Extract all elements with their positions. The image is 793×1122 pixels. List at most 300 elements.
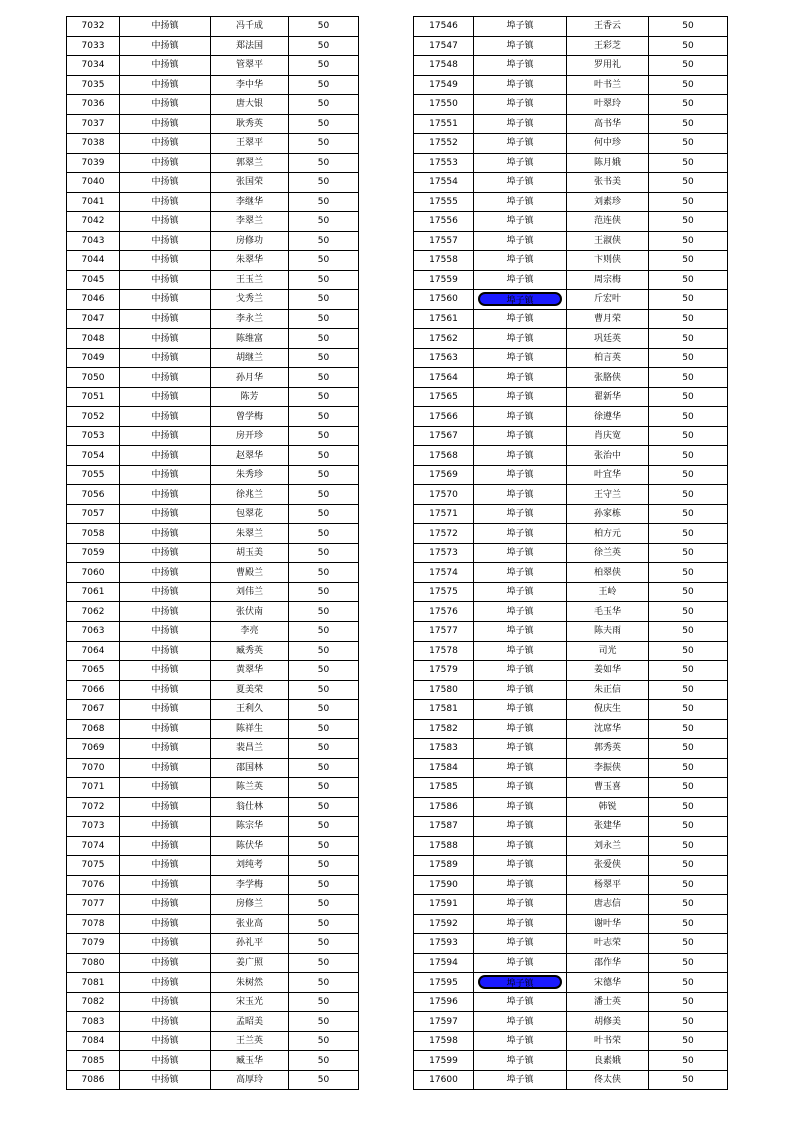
table-row <box>67 817 359 837</box>
cell-town: 埠子镇 <box>474 114 567 134</box>
cell-town: 埠子镇 <box>474 680 567 700</box>
cell-town: 中扬镇 <box>120 173 211 193</box>
cell-town: 埠子镇 <box>474 387 567 407</box>
cell-name: 朱翠兰 <box>211 524 289 544</box>
cell-town: 中扬镇 <box>120 1031 211 1051</box>
table-row <box>414 934 728 954</box>
cell-name: 王兰英 <box>211 1031 289 1051</box>
table-row <box>414 758 728 778</box>
cell-amount: 50 <box>649 778 728 798</box>
cell-town: 中扬镇 <box>120 856 211 876</box>
table-row <box>67 641 359 661</box>
cell-name: 黄翠华 <box>211 661 289 681</box>
table-row <box>414 134 728 154</box>
cell-id: 7065 <box>67 661 120 681</box>
cell-amount: 50 <box>289 817 359 837</box>
cell-id: 17598 <box>414 1031 474 1051</box>
cell-name: 刘永兰 <box>567 836 649 856</box>
cell-amount: 50 <box>289 875 359 895</box>
cell-name: 刘素珍 <box>567 192 649 212</box>
cell-amount: 50 <box>649 309 728 329</box>
cell-id: 7083 <box>67 1012 120 1032</box>
cell-id: 7032 <box>67 17 120 37</box>
cell-name: 王岭 <box>567 582 649 602</box>
highlighted-town-cell: 埠子镇 <box>478 292 562 306</box>
cell-name: 陈月娥 <box>567 153 649 173</box>
cell-id: 17552 <box>414 134 474 154</box>
table-row <box>67 661 359 681</box>
cell-name: 房修功 <box>211 231 289 251</box>
cell-id: 17556 <box>414 212 474 232</box>
cell-id: 17580 <box>414 680 474 700</box>
cell-town: 埠子镇 <box>474 368 567 388</box>
table-row <box>414 407 728 427</box>
table-row <box>414 602 728 622</box>
cell-name: 叶书兰 <box>567 75 649 95</box>
cell-name: 沈席华 <box>567 719 649 739</box>
table-row <box>67 680 359 700</box>
cell-amount: 50 <box>649 582 728 602</box>
cell-town: 埠子镇 <box>474 407 567 427</box>
cell-id: 17587 <box>414 817 474 837</box>
cell-town: 中扬镇 <box>120 17 211 37</box>
cell-town: 埠子镇 <box>474 446 567 466</box>
cell-id: 17549 <box>414 75 474 95</box>
cell-name: 倪庆生 <box>567 700 649 720</box>
cell-town: 中扬镇 <box>120 153 211 173</box>
cell-town: 埠子镇 <box>474 270 567 290</box>
cell-name: 叶志荣 <box>567 934 649 954</box>
cell-amount: 50 <box>649 602 728 622</box>
table-row <box>67 426 359 446</box>
table-row <box>67 17 359 37</box>
cell-town: 埠子镇 <box>474 134 567 154</box>
table-row <box>414 95 728 115</box>
cell-id: 7034 <box>67 56 120 76</box>
cell-name: 张爱侠 <box>567 856 649 876</box>
table-row <box>414 641 728 661</box>
table-row <box>414 875 728 895</box>
cell-amount: 50 <box>289 856 359 876</box>
cell-town: 中扬镇 <box>120 719 211 739</box>
cell-town: 中扬镇 <box>120 524 211 544</box>
cell-town: 中扬镇 <box>120 563 211 583</box>
table-row <box>414 368 728 388</box>
table-row <box>414 836 728 856</box>
table-row <box>67 778 359 798</box>
cell-amount: 50 <box>289 661 359 681</box>
cell-town: 埠子镇 <box>474 231 567 251</box>
cell-id: 17589 <box>414 856 474 876</box>
table-row <box>414 895 728 915</box>
cell-name: 宋德华 <box>567 973 649 993</box>
cell-town: 埠子镇 <box>474 719 567 739</box>
cell-amount: 50 <box>289 75 359 95</box>
cell-id: 7035 <box>67 75 120 95</box>
cell-id: 17559 <box>414 270 474 290</box>
cell-id: 7067 <box>67 700 120 720</box>
table-row <box>414 621 728 641</box>
cell-town: 埠子镇 <box>474 95 567 115</box>
cell-name: 张业高 <box>211 914 289 934</box>
table-row <box>67 1031 359 1051</box>
cell-town: 埠子镇 <box>474 992 567 1012</box>
cell-id: 7056 <box>67 485 120 505</box>
cell-town: 中扬镇 <box>120 973 211 993</box>
cell-name: 佟太侠 <box>567 1070 649 1090</box>
cell-town: 中扬镇 <box>120 134 211 154</box>
table-row <box>67 739 359 759</box>
cell-town: 埠子镇 <box>474 17 567 37</box>
cell-name: 卞则侠 <box>567 251 649 271</box>
table-row <box>414 36 728 56</box>
cell-name: 朱秀珍 <box>211 465 289 485</box>
cell-amount: 50 <box>289 1012 359 1032</box>
cell-amount: 50 <box>649 231 728 251</box>
cell-amount: 50 <box>289 836 359 856</box>
table-row <box>414 75 728 95</box>
table-row <box>414 329 728 349</box>
table-row <box>414 524 728 544</box>
cell-name: 柏言英 <box>567 348 649 368</box>
cell-town: 中扬镇 <box>120 231 211 251</box>
cell-id: 17570 <box>414 485 474 505</box>
cell-amount: 50 <box>649 797 728 817</box>
cell-name: 杨翠平 <box>567 875 649 895</box>
cell-name: 陈芳 <box>211 387 289 407</box>
cell-amount: 50 <box>649 485 728 505</box>
cell-name: 冯千成 <box>211 17 289 37</box>
cell-town: 中扬镇 <box>120 95 211 115</box>
cell-id: 7071 <box>67 778 120 798</box>
cell-town: 埠子镇 <box>474 75 567 95</box>
cell-town: 埠子镇 <box>474 953 567 973</box>
table-row <box>67 309 359 329</box>
cell-amount: 50 <box>289 739 359 759</box>
cell-town: 埠子镇 <box>474 173 567 193</box>
cell-name: 陈伏华 <box>211 836 289 856</box>
cell-id: 17553 <box>414 153 474 173</box>
cell-town: 埠子镇 <box>474 582 567 602</box>
cell-amount: 50 <box>289 543 359 563</box>
cell-id: 7052 <box>67 407 120 427</box>
table-row <box>67 543 359 563</box>
cell-amount: 50 <box>649 407 728 427</box>
cell-amount: 50 <box>649 114 728 134</box>
cell-id: 7054 <box>67 446 120 466</box>
cell-name: 曾学梅 <box>211 407 289 427</box>
cell-name: 张治中 <box>567 446 649 466</box>
table-row <box>67 446 359 466</box>
cell-amount: 50 <box>649 817 728 837</box>
cell-amount: 50 <box>289 934 359 954</box>
table-row <box>67 875 359 895</box>
cell-amount: 50 <box>649 992 728 1012</box>
cell-town: 中扬镇 <box>120 953 211 973</box>
cell-amount: 50 <box>649 1031 728 1051</box>
cell-name: 叶书荣 <box>567 1031 649 1051</box>
table-row <box>414 212 728 232</box>
cell-amount: 50 <box>289 914 359 934</box>
cell-town: 埠子镇 <box>474 1070 567 1090</box>
cell-id: 7039 <box>67 153 120 173</box>
cell-name: 胡修美 <box>567 1012 649 1032</box>
cell-name: 王淑侠 <box>567 231 649 251</box>
cell-id: 17591 <box>414 895 474 915</box>
cell-amount: 50 <box>649 192 728 212</box>
cell-id: 17565 <box>414 387 474 407</box>
table-row <box>414 739 728 759</box>
cell-amount: 50 <box>649 75 728 95</box>
table-row <box>67 290 359 310</box>
cell-name: 张建华 <box>567 817 649 837</box>
cell-amount: 50 <box>289 992 359 1012</box>
cell-amount: 50 <box>289 251 359 271</box>
cell-id: 17551 <box>414 114 474 134</box>
cell-name: 郭秀英 <box>567 739 649 759</box>
table-row <box>67 563 359 583</box>
table-row <box>414 856 728 876</box>
cell-name: 王守兰 <box>567 485 649 505</box>
cell-id: 7040 <box>67 173 120 193</box>
table-row <box>67 602 359 622</box>
cell-town: 中扬镇 <box>120 817 211 837</box>
table-row <box>414 992 728 1012</box>
cell-name: 朱翠华 <box>211 251 289 271</box>
cell-amount: 50 <box>289 17 359 37</box>
cell-town <box>474 973 567 993</box>
cell-amount: 50 <box>649 543 728 563</box>
cell-town: 埠子镇 <box>474 895 567 915</box>
cell-amount: 50 <box>649 329 728 349</box>
table-row <box>414 563 728 583</box>
table-row <box>67 582 359 602</box>
cell-town: 中扬镇 <box>120 192 211 212</box>
cell-town: 中扬镇 <box>120 700 211 720</box>
cell-id: 17584 <box>414 758 474 778</box>
table-row <box>414 1031 728 1051</box>
cell-id: 17575 <box>414 582 474 602</box>
left-table-body <box>67 17 359 1090</box>
cell-town: 埠子镇 <box>474 602 567 622</box>
table-row <box>67 1012 359 1032</box>
cell-name: 曹殿兰 <box>211 563 289 583</box>
cell-id: 7057 <box>67 504 120 524</box>
cell-amount: 50 <box>289 465 359 485</box>
cell-id: 7086 <box>67 1070 120 1090</box>
cell-id: 17564 <box>414 368 474 388</box>
cell-town: 中扬镇 <box>120 1070 211 1090</box>
cell-amount: 50 <box>289 621 359 641</box>
table-row <box>67 856 359 876</box>
cell-town: 中扬镇 <box>120 934 211 954</box>
cell-name: 邵国林 <box>211 758 289 778</box>
cell-amount: 50 <box>289 329 359 349</box>
cell-town: 中扬镇 <box>120 543 211 563</box>
right-roster-table <box>413 16 728 1090</box>
cell-town: 中扬镇 <box>120 1051 211 1071</box>
table-row <box>414 1012 728 1032</box>
cell-amount: 50 <box>289 114 359 134</box>
cell-name: 巩廷英 <box>567 329 649 349</box>
cell-id: 7064 <box>67 641 120 661</box>
table-row <box>67 797 359 817</box>
cell-id: 7079 <box>67 934 120 954</box>
cell-amount: 50 <box>289 641 359 661</box>
cell-town: 埠子镇 <box>474 934 567 954</box>
cell-id: 7068 <box>67 719 120 739</box>
cell-town: 中扬镇 <box>120 680 211 700</box>
cell-amount: 50 <box>649 17 728 37</box>
cell-name: 高书华 <box>567 114 649 134</box>
cell-town: 埠子镇 <box>474 1051 567 1071</box>
cell-name: 柏翠侠 <box>567 563 649 583</box>
cell-amount: 50 <box>649 426 728 446</box>
cell-id: 17579 <box>414 661 474 681</box>
table-row <box>414 446 728 466</box>
cell-name: 李永兰 <box>211 309 289 329</box>
table-row <box>414 504 728 524</box>
cell-id: 7045 <box>67 270 120 290</box>
table-row <box>414 661 728 681</box>
cell-town: 中扬镇 <box>120 75 211 95</box>
table-row <box>67 36 359 56</box>
table-row <box>67 934 359 954</box>
cell-id: 17581 <box>414 700 474 720</box>
table-row <box>67 114 359 134</box>
cell-amount: 50 <box>649 641 728 661</box>
cell-amount: 50 <box>289 212 359 232</box>
cell-name: 李中华 <box>211 75 289 95</box>
cell-name: 毛玉华 <box>567 602 649 622</box>
cell-id: 7074 <box>67 836 120 856</box>
cell-id: 17560 <box>414 290 474 310</box>
table-row <box>414 153 728 173</box>
cell-town: 中扬镇 <box>120 387 211 407</box>
table-row <box>414 114 728 134</box>
cell-id: 7044 <box>67 251 120 271</box>
cell-name: 李振侠 <box>567 758 649 778</box>
table-row <box>67 75 359 95</box>
cell-amount: 50 <box>289 387 359 407</box>
table-row <box>67 836 359 856</box>
cell-amount: 50 <box>289 582 359 602</box>
cell-town: 中扬镇 <box>120 368 211 388</box>
cell-amount: 50 <box>649 368 728 388</box>
cell-town: 埠子镇 <box>474 700 567 720</box>
cell-amount: 50 <box>289 95 359 115</box>
cell-id: 7085 <box>67 1051 120 1071</box>
cell-id: 17569 <box>414 465 474 485</box>
cell-id: 7047 <box>67 309 120 329</box>
cell-town: 中扬镇 <box>120 739 211 759</box>
cell-town: 埠子镇 <box>474 56 567 76</box>
table-row <box>67 192 359 212</box>
cell-id: 17578 <box>414 641 474 661</box>
table-row <box>67 758 359 778</box>
cell-id: 7059 <box>67 543 120 563</box>
cell-name: 房修兰 <box>211 895 289 915</box>
cell-name: 孙家栋 <box>567 504 649 524</box>
cell-id: 17558 <box>414 251 474 271</box>
cell-name: 王香云 <box>567 17 649 37</box>
table-row <box>414 192 728 212</box>
cell-name: 韩锐 <box>567 797 649 817</box>
cell-town: 中扬镇 <box>120 661 211 681</box>
cell-id: 17596 <box>414 992 474 1012</box>
cell-name: 潘士英 <box>567 992 649 1012</box>
cell-town: 中扬镇 <box>120 407 211 427</box>
cell-id: 17561 <box>414 309 474 329</box>
cell-amount: 50 <box>649 953 728 973</box>
cell-town: 埠子镇 <box>474 641 567 661</box>
cell-amount: 50 <box>649 758 728 778</box>
cell-name: 王利久 <box>211 700 289 720</box>
cell-amount: 50 <box>649 739 728 759</box>
cell-id: 7077 <box>67 895 120 915</box>
cell-amount: 50 <box>289 797 359 817</box>
table-row <box>414 914 728 934</box>
cell-name: 孙月华 <box>211 368 289 388</box>
cell-name: 包翠花 <box>211 504 289 524</box>
table-row <box>414 426 728 446</box>
table-row <box>414 56 728 76</box>
cell-amount: 50 <box>289 56 359 76</box>
cell-amount: 50 <box>289 895 359 915</box>
cell-amount: 50 <box>649 348 728 368</box>
cell-name: 赵翠华 <box>211 446 289 466</box>
cell-town: 中扬镇 <box>120 309 211 329</box>
cell-amount: 50 <box>649 1070 728 1090</box>
cell-name: 谢叶华 <box>567 914 649 934</box>
cell-town <box>474 290 567 310</box>
cell-amount: 50 <box>649 914 728 934</box>
cell-name: 王翠平 <box>211 134 289 154</box>
cell-name: 司光 <box>567 641 649 661</box>
cell-town: 埠子镇 <box>474 426 567 446</box>
cell-amount: 50 <box>649 700 728 720</box>
cell-name: 刘伟兰 <box>211 582 289 602</box>
cell-town: 中扬镇 <box>120 992 211 1012</box>
cell-id: 7062 <box>67 602 120 622</box>
cell-town: 埠子镇 <box>474 192 567 212</box>
table-row <box>414 309 728 329</box>
cell-town: 埠子镇 <box>474 465 567 485</box>
cell-amount: 50 <box>289 719 359 739</box>
left-roster-table <box>66 16 359 1090</box>
cell-id: 7084 <box>67 1031 120 1051</box>
cell-id: 17583 <box>414 739 474 759</box>
cell-town: 中扬镇 <box>120 582 211 602</box>
table-row <box>414 778 728 798</box>
table-row <box>67 368 359 388</box>
cell-name: 徐兰英 <box>567 543 649 563</box>
cell-amount: 50 <box>289 953 359 973</box>
cell-town: 中扬镇 <box>120 797 211 817</box>
table-row <box>414 1051 728 1071</box>
table-row <box>414 973 728 993</box>
cell-name: 姜如华 <box>567 661 649 681</box>
cell-town: 埠子镇 <box>474 661 567 681</box>
cell-amount: 50 <box>649 270 728 290</box>
cell-name: 李翠兰 <box>211 212 289 232</box>
table-row <box>67 504 359 524</box>
cell-amount: 50 <box>289 504 359 524</box>
cell-amount: 50 <box>289 680 359 700</box>
cell-id: 7076 <box>67 875 120 895</box>
cell-name: 臧秀英 <box>211 641 289 661</box>
cell-town: 埠子镇 <box>474 329 567 349</box>
